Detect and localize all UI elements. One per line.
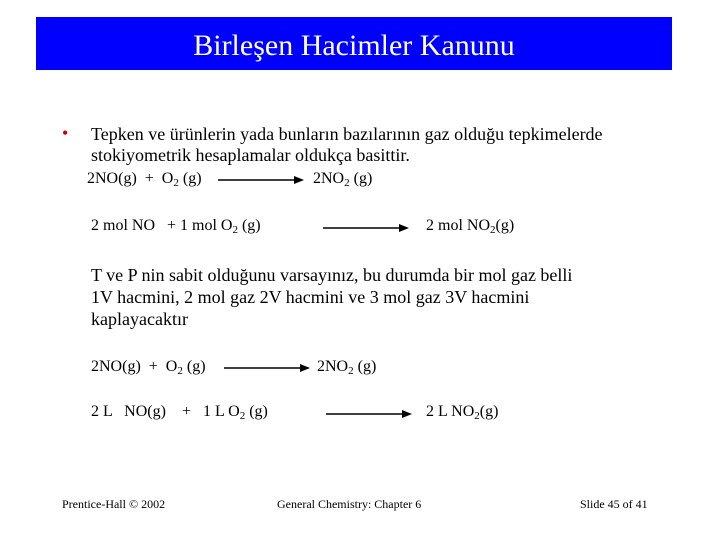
eq2-product-formula: 2 mol NO [426,217,490,234]
slide-title: Birleşen Hacimler Kanunu [193,29,515,62]
eq4-reactant-b-sub: 2 [239,410,246,422]
paragraph-line-3: kaplayacaktır [91,309,188,329]
eq1-reactant-b-sub: 2 [173,177,179,189]
eq2-reactant-a: 2 mol NO [91,217,155,234]
eq3-reactant-b: O [165,358,178,375]
footer-publisher: Prentice-Hall © 2002 [62,497,166,511]
eq4-product [426,403,498,421]
bullet-marker: • [62,123,69,143]
eq3-arrow-icon [224,363,310,373]
eq2-reactant-b-sub: 2 [232,224,238,236]
eq3-reactant-b-sub: 2 [177,365,183,377]
eq2-product-state: (g) [495,217,515,234]
eq4-product-state: (g) [479,403,499,420]
paragraph-line-2: 1V hacmini, 2 mol gaz 2V hacmini ve 3 mol gaz 3V hacmini [91,287,530,307]
bullet-text-line-1: Tepken ve ürünlerin yada bunların bazılarının gaz olduğu tepkimelerde [91,124,603,144]
eq1-reactant-a: 2NO(g) [87,170,137,187]
eq1-product-formula: 2NO [313,170,345,187]
eq1-product-state: (g) [353,170,373,187]
eq2-reactant-b: + 1 mol O [167,217,233,234]
eq4-product-formula: 2 L NO [426,403,475,420]
eq1-plus: + [144,170,154,187]
equation-3 [91,358,206,376]
eq4-product-sub: 2 [474,410,480,422]
eq1-arrow-icon [218,175,304,185]
bullet-text-line-2: stokiyometrik hesaplamalar oldukça basittir. [91,145,410,165]
eq3-product-state: (g) [357,358,377,375]
footer-slide-number: Slide 45 of 41 [580,497,648,511]
eq3-product-sub: 2 [348,365,354,377]
eq2-reactant-b-state: (g) [241,217,261,234]
eq2-product [426,217,514,235]
paragraph-line-1: T ve P nin sabit olduğunu varsayınız, bu durumda bir mol gaz belli [91,265,573,285]
eq3-product-formula: 2NO [317,358,349,375]
eq1-reactant-b: O [161,170,174,187]
eq4-plus: + [181,403,191,420]
equation-4 [91,403,268,421]
eq3-plus: + [148,358,158,375]
eq1-product [313,170,372,188]
eq2-arrow-icon [323,223,409,233]
eq3-product [317,358,376,376]
eq1-reactant-b-state: (g) [182,170,202,187]
eq3-reactant-a: 2NO(g) [91,358,141,375]
eq4-reactant-b: 1 L O [202,403,240,420]
footer-course: General Chemistry: Chapter 6 [277,497,422,511]
equation-2 [91,217,261,235]
eq4-reactant-a: 2 L NO(g) [91,403,166,420]
eq2-product-sub: 2 [490,224,496,236]
eq1-product-sub: 2 [344,177,350,189]
eq4-arrow-icon [326,409,412,419]
eq4-reactant-b-state: (g) [249,403,268,420]
equation-1 [87,170,202,188]
eq3-reactant-b-state: (g) [186,358,206,375]
slide-title-bar [36,17,672,70]
